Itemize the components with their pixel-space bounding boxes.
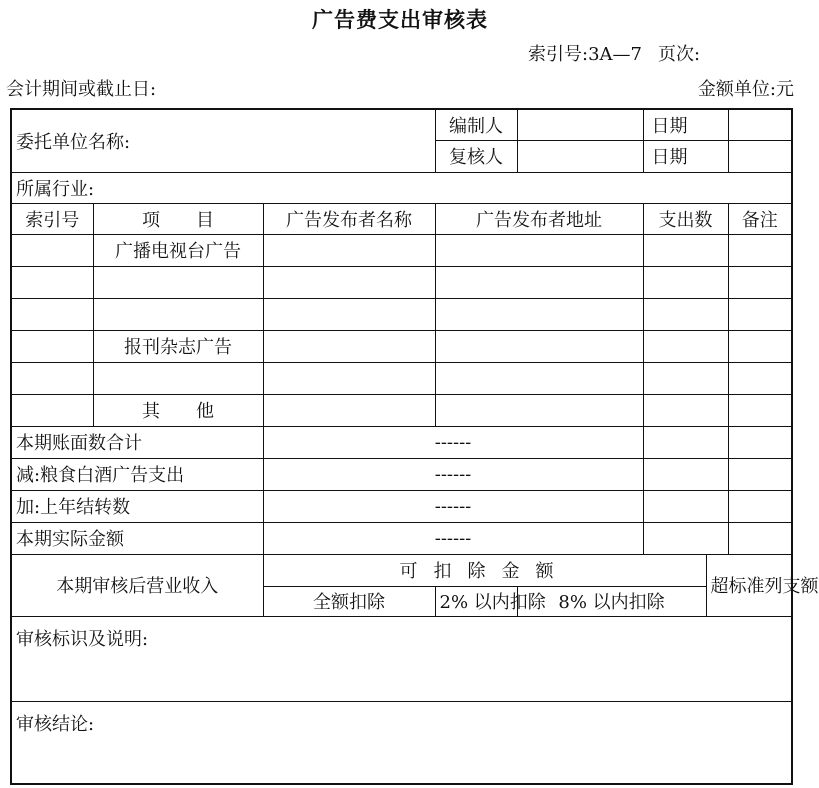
book-total-label: 本期账面数合计 — [11, 426, 263, 458]
cell[interactable] — [435, 298, 643, 330]
dash-placeholder: ------ — [263, 458, 643, 490]
amount-unit-label: 金额单位:元 — [697, 79, 794, 100]
col-publisher-name: 广告发布者名称 — [263, 203, 435, 234]
cell[interactable] — [11, 362, 93, 394]
cell[interactable] — [435, 330, 643, 362]
cell[interactable] — [643, 330, 728, 362]
cell[interactable] — [643, 426, 728, 458]
cell[interactable] — [728, 362, 792, 394]
col-index: 索引号 — [11, 203, 93, 234]
industry-label: 所属行业: — [11, 172, 792, 203]
cell[interactable] — [728, 298, 792, 330]
cell[interactable] — [435, 234, 643, 266]
form-title: 广告费支出审核表 — [312, 8, 488, 32]
table-row — [11, 234, 792, 266]
cell[interactable] — [263, 234, 435, 266]
preparer-value[interactable] — [517, 109, 643, 140]
audited-revenue-label: 本期审核后营业收入 — [11, 554, 263, 616]
reviewer-label: 复核人 — [435, 140, 517, 172]
summary-row-add-prior — [11, 490, 792, 522]
table-row — [11, 298, 792, 330]
cell[interactable] — [11, 234, 93, 266]
summary-row-less-grain — [11, 458, 792, 490]
table-row — [11, 330, 792, 362]
excess-amount-label: 超标准列支额 — [706, 554, 792, 616]
cell[interactable] — [728, 426, 792, 458]
index-number: 索引号:3A—7 — [528, 44, 642, 65]
category-tv-radio: 广播电视台广告 — [93, 234, 263, 266]
summary-row-book-total — [11, 426, 792, 458]
cell[interactable] — [728, 490, 792, 522]
cell[interactable] — [263, 394, 435, 426]
page-label: 页次: — [657, 44, 701, 65]
cell[interactable] — [435, 362, 643, 394]
cell[interactable] — [11, 330, 93, 362]
add-prior-year-label: 加:上年结转数 — [11, 490, 263, 522]
cell[interactable] — [93, 266, 263, 298]
dash-placeholder: ------ — [263, 490, 643, 522]
table-row — [11, 266, 792, 298]
cell[interactable] — [728, 266, 792, 298]
cell[interactable] — [728, 234, 792, 266]
cell[interactable] — [643, 266, 728, 298]
reviewer-value[interactable] — [517, 140, 643, 172]
cell[interactable] — [728, 330, 792, 362]
cell[interactable] — [643, 490, 728, 522]
deductible-amount-header: 可扣除金额 — [263, 554, 706, 586]
audit-conclusion-label: 审核结论: — [11, 701, 792, 784]
pct2-deduction-label: 2% 以内扣除 — [435, 586, 517, 616]
conclusion-row — [11, 701, 792, 784]
date2-value[interactable] — [728, 140, 792, 172]
cell[interactable] — [11, 266, 93, 298]
audit-marks-row — [11, 616, 792, 701]
category-other: 其 他 — [93, 394, 263, 426]
column-header-row — [11, 203, 792, 234]
cell[interactable] — [728, 458, 792, 490]
cell[interactable] — [643, 298, 728, 330]
full-deduction-label: 全额扣除 — [263, 586, 435, 616]
col-item: 项 目 — [93, 203, 263, 234]
date1-label: 日期 — [643, 109, 728, 140]
pct8-deduction-label: 8% 以内扣除 — [517, 586, 706, 616]
col-publisher-address: 广告发布者地址 — [435, 203, 643, 234]
header-row-preparer — [11, 109, 792, 140]
cell[interactable] — [435, 266, 643, 298]
actual-amount-label: 本期实际金额 — [11, 522, 263, 554]
dash-placeholder: ------ — [263, 426, 643, 458]
cell[interactable] — [728, 522, 792, 554]
advertising-audit-table — [10, 108, 819, 785]
industry-row — [11, 172, 792, 203]
cell[interactable] — [643, 522, 728, 554]
summary-row-actual — [11, 522, 792, 554]
col-remark: 备注 — [728, 203, 792, 234]
accounting-period-label: 会计期间或截止日: — [6, 79, 157, 100]
audit-marks-label: 审核标识及说明: — [11, 616, 792, 701]
revenue-row-top — [11, 554, 792, 586]
table-row — [11, 362, 792, 394]
cell[interactable] — [11, 394, 93, 426]
less-grain-liquor-label: 减:粮食白酒广告支出 — [11, 458, 263, 490]
date1-value[interactable] — [728, 109, 792, 140]
cell[interactable] — [728, 394, 792, 426]
cell[interactable] — [643, 458, 728, 490]
client-name-label: 委托单位名称: — [11, 109, 435, 172]
cell[interactable] — [11, 298, 93, 330]
cell[interactable] — [435, 394, 643, 426]
cell[interactable] — [643, 394, 728, 426]
table-row — [11, 394, 792, 426]
category-print: 报刊杂志广告 — [93, 330, 263, 362]
index-page-line — [528, 40, 700, 66]
col-expense: 支出数 — [643, 203, 728, 234]
cell[interactable] — [643, 362, 728, 394]
cell[interactable] — [263, 266, 435, 298]
cell[interactable] — [643, 234, 728, 266]
date2-label: 日期 — [643, 140, 728, 172]
dash-placeholder: ------ — [263, 522, 643, 554]
cell[interactable] — [93, 298, 263, 330]
cell[interactable] — [263, 330, 435, 362]
cell[interactable] — [263, 362, 435, 394]
preparer-label: 编制人 — [435, 109, 517, 140]
cell[interactable] — [263, 298, 435, 330]
cell[interactable] — [93, 362, 263, 394]
